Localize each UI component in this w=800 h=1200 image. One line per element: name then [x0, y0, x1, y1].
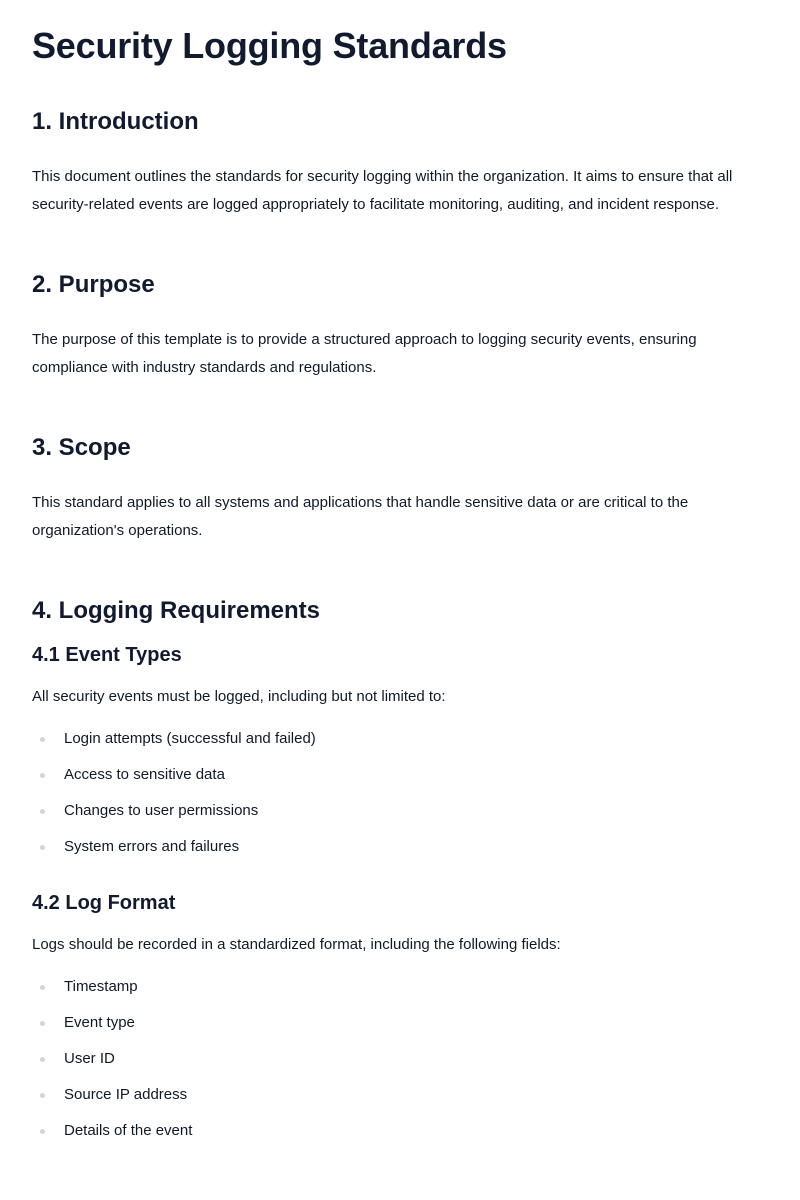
subsection-heading-log-format: 4.2 Log Format	[32, 892, 176, 914]
bullet-icon	[40, 1021, 45, 1026]
list-item	[32, 765, 768, 785]
purpose-paragraph: The purpose of this template is to provide a structured approach to logging security events, ensuring compliance with industry standards and regulations.	[32, 331, 697, 376]
subsection-heading-event-types: 4.1 Event Types	[32, 644, 182, 666]
list-item	[32, 1121, 768, 1141]
section-heading-introduction: 1. Introduction	[32, 108, 199, 135]
list-item-text: Access to sensitive data	[64, 766, 225, 783]
log-format-list	[32, 977, 768, 1141]
subsection-log-format	[32, 889, 768, 1141]
bullet-icon	[40, 809, 45, 814]
list-item	[32, 977, 768, 997]
bullet-icon	[40, 985, 45, 990]
list-item-text: Timestamp	[64, 978, 138, 995]
section-heading-logging-requirements: 4. Logging Requirements	[32, 597, 321, 624]
bullet-icon	[40, 1093, 45, 1098]
list-item-text: Source IP address	[64, 1086, 188, 1103]
introduction-paragraph: This document outlines the standards for security logging within the organization. It aims to ensure that all security-related events are logged appropriately to facilitate monitoring, auditing, and incident response.	[32, 168, 733, 213]
list-item-text: Changes to user permissions	[64, 802, 259, 819]
subsection-event-types	[32, 641, 768, 857]
bullet-icon	[40, 773, 45, 778]
section-purpose	[32, 269, 768, 382]
list-item-text: Event type	[64, 1014, 135, 1031]
bullet-icon	[40, 1057, 45, 1062]
bullet-icon	[40, 737, 45, 742]
list-item-text: Login attempts (successful and failed)	[64, 730, 316, 747]
event-types-list	[32, 729, 768, 857]
scope-paragraph: This standard applies to all systems and applications that handle sensitive data or are critical to the organization's operations.	[32, 494, 689, 539]
bullet-icon	[40, 1129, 45, 1134]
section-logging-requirements	[32, 595, 768, 1141]
list-item	[32, 729, 768, 749]
list-item-text: User ID	[64, 1050, 115, 1067]
section-heading-scope: 3. Scope	[32, 434, 131, 461]
list-item	[32, 1013, 768, 1033]
list-item-text: System errors and failures	[64, 838, 240, 855]
log-format-paragraph: Logs should be recorded in a standardized format, including the following fields:	[32, 936, 561, 953]
event-types-paragraph: All security events must be logged, including but not limited to:	[32, 688, 446, 705]
page-title: Security Logging Standards	[32, 25, 507, 66]
section-scope	[32, 432, 768, 545]
list-item	[32, 801, 768, 821]
list-item	[32, 1085, 768, 1105]
list-item-text: Details of the event	[64, 1122, 193, 1139]
section-heading-purpose: 2. Purpose	[32, 271, 155, 298]
list-item	[32, 1049, 768, 1069]
bullet-icon	[40, 845, 45, 850]
list-item	[32, 837, 768, 857]
section-introduction	[32, 106, 768, 219]
